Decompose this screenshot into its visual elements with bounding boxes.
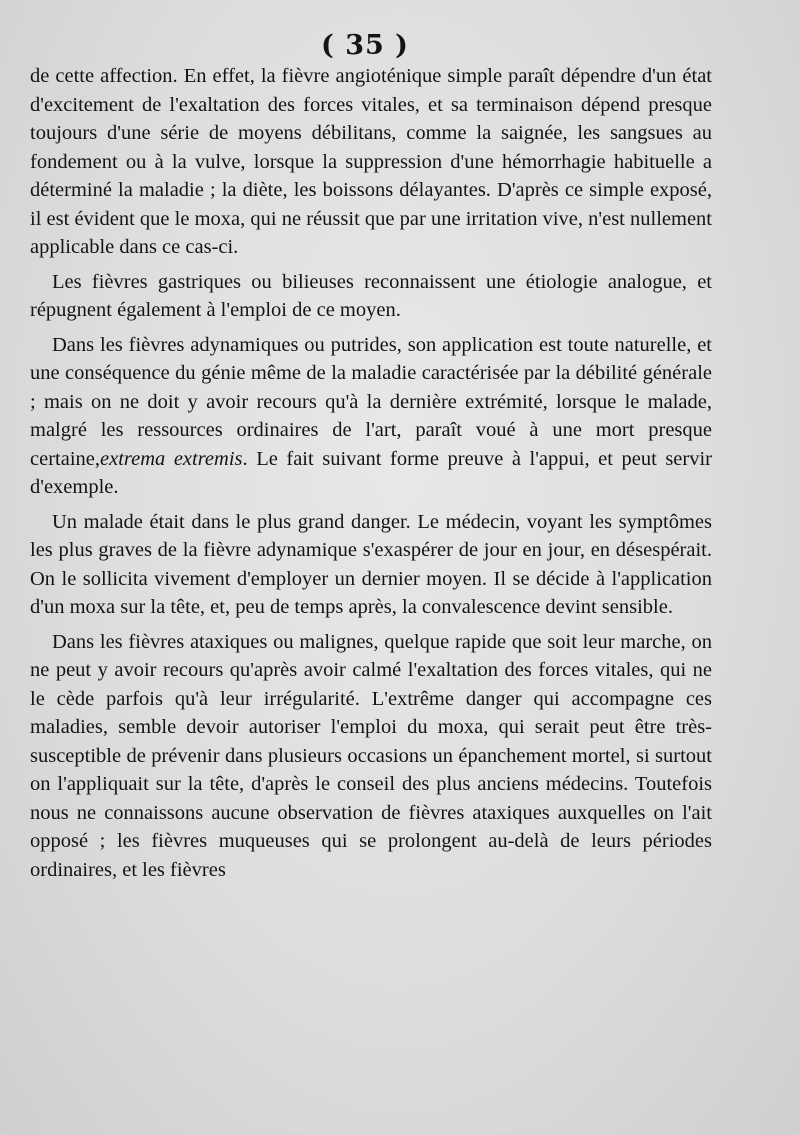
paragraph-3 (30, 331, 712, 502)
paragraph-1: de cette affection. En effet, la fièvre angioténique simple paraît dépendre d'un état d'excitement de l'exaltation des forces vitales, et sa terminaison dépend presque toujours d'une série de moyens débilitans, comme la saignée, les sangsues au fondement ou à la vulve, lorsque la suppression d'une hémorrhagie habituelle a déterminé la maladie ; la diète, les boissons délayantes. D'après ce simple exposé, il est évident que le moxa, qui ne réussit que par une irritation vive, n'est nullement applicable dans ce cas-ci. (30, 65, 712, 258)
paragraph-3-italic: extrema extremis (100, 447, 243, 470)
paragraph-4: Un malade était dans le plus grand danger. Le médecin, voyant les symptômes les plus graves de la fièvre adynamique s'exaspérer de jour en jour, en désespérait. On le sollicita vivement d'employer un dernier moyen. Il se décide à l'application d'un moxa sur la tête, et, peu de temps après, la convalescence devint sensible. (30, 510, 712, 618)
paragraph-3-text: Dans les fièvres adynamiques ou putrides, son application est toute naturelle, et une conséquence du génie même de la maladie caractérisée par la débilité générale ; mais on ne doit y avoir recours qu'à la dernière extrémité, lorsque le malade, malgré les ressources ordinaires de l'art, paraît voué à une mort presque certaine, (30, 333, 712, 470)
page-number: ( 35 ) (321, 30, 409, 61)
paragraph-5: Dans les fièvres ataxiques ou malignes, quelque rapide que soit leur marche, on ne peut y avoir recours qu'après avoir calmé l'exaltation des forces vitales, qui ne le cède parfois qu'à leur irrégularité. L'extrême danger qui accompagne ces maladies, semble devoir autoriser l'emploi du moxa, qui serait peut être très-susceptible de prévenir dans plusieurs occasions un épanchement mortel, si surtout on l'appliquait sur la tête, d'après le conseil des plus anciens médecins. Toutefois nous ne connaissons aucune observation de fièvres ataxiques auxquelles on l'ait opposé ; les fièvres muqueuses qui se prolongent au-delà de leurs périodes ordinaires, et les fièvres (30, 630, 712, 881)
paragraph-2: Les fièvres gastriques ou bilieuses reconnaissent une étiologie analogue, et répugnent également à l'emploi de ce moyen. (30, 270, 712, 321)
paragraph-3-text-end: . Le fait suivant forme preuve à l'appui, et peut servir d'exemple. (30, 447, 712, 498)
body-text (30, 62, 712, 884)
